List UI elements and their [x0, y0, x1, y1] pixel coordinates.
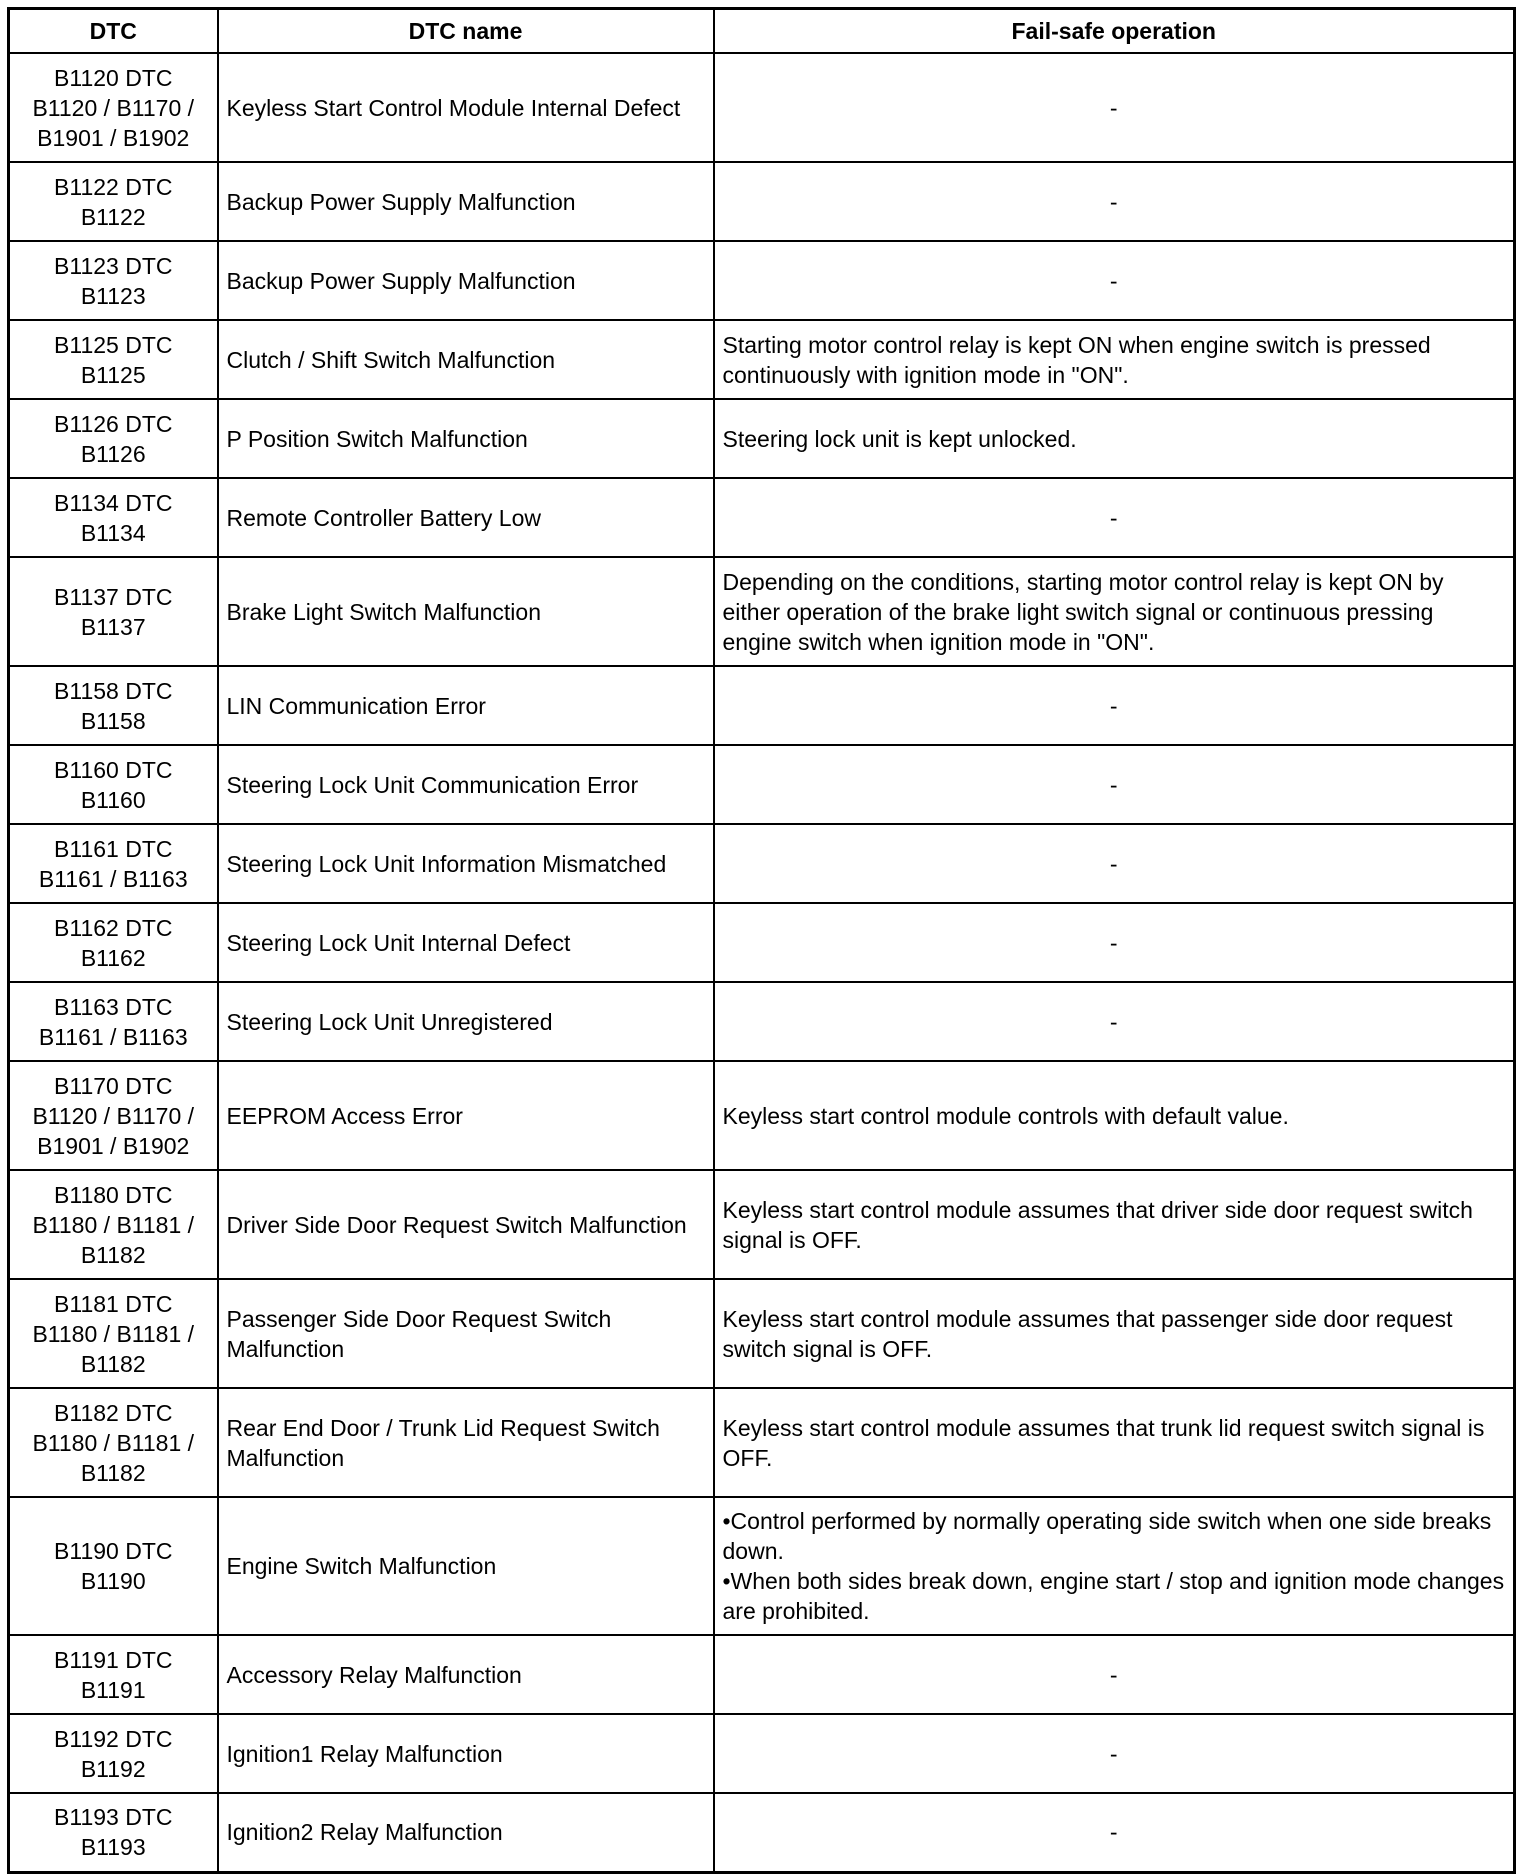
fail-safe-cell: [714, 982, 1515, 1061]
fail-safe-cell: [714, 53, 1515, 162]
fail-safe-cell: [714, 1388, 1515, 1497]
fail-safe-text: •When both sides break down, engine start / stop and ignition mode changes are prohibited.: [722, 1568, 1505, 1624]
fail-safe-cell: [714, 1714, 1515, 1793]
fail-safe-text: -: [1109, 94, 1118, 121]
table-row: [9, 903, 1515, 982]
fail-safe-text: Keyless start control module assumes that trunk lid request switch signal is OFF.: [722, 1414, 1485, 1471]
dtc-name-cell: Backup Power Supply Malfunction: [218, 162, 714, 241]
dtc-name-cell: Steering Lock Unit Unregistered: [218, 982, 714, 1061]
dtc-code-cell: B1170 DTC B1120 / B1170 / B1901 / B1902: [9, 1061, 218, 1170]
dtc-name-cell: Ignition2 Relay Malfunction: [218, 1793, 714, 1872]
table-row: [9, 1388, 1515, 1497]
dtc-code-cell: B1125 DTC B1125: [9, 320, 218, 399]
fail-safe-text: Depending on the conditions, starting motor control relay is kept ON by either operation of the brake light switch signal or continuous pressing engine switch when ignition mode in "ON".: [722, 568, 1444, 655]
fail-safe-text: -: [1109, 1819, 1118, 1846]
table-row: [9, 824, 1515, 903]
dtc-name-cell: Rear End Door / Trunk Lid Request Switch Malfunction: [218, 1388, 714, 1497]
dtc-name-cell: Backup Power Supply Malfunction: [218, 241, 714, 320]
fail-safe-text: -: [1109, 267, 1118, 294]
fail-safe-cell: [714, 557, 1515, 666]
dtc-name-cell: P Position Switch Malfunction: [218, 399, 714, 478]
table-row: [9, 666, 1515, 745]
table-row: [9, 745, 1515, 824]
fail-safe-text: Starting motor control relay is kept ON when engine switch is pressed continuously with ignition mode in "ON".: [722, 331, 1431, 388]
fail-safe-text: Steering lock unit is kept unlocked.: [722, 425, 1077, 452]
table-row: [9, 1497, 1515, 1635]
fail-safe-text: -: [1109, 929, 1118, 956]
table-row: [9, 1061, 1515, 1170]
dtc-code-cell: B1181 DTC B1180 / B1181 / B1182: [9, 1279, 218, 1388]
fail-safe-cell: [714, 1061, 1515, 1170]
header-dtc: DTC: [9, 9, 218, 54]
dtc-code-cell: B1134 DTC B1134: [9, 478, 218, 557]
fail-safe-text: Keyless start control module assumes that passenger side door request switch signal is OFF.: [722, 1305, 1453, 1362]
dtc-name-cell: Ignition1 Relay Malfunction: [218, 1714, 714, 1793]
dtc-name-cell: EEPROM Access Error: [218, 1061, 714, 1170]
dtc-name-cell: Steering Lock Unit Internal Defect: [218, 903, 714, 982]
dtc-name-cell: Driver Side Door Request Switch Malfunction: [218, 1170, 714, 1279]
dtc-name-cell: Brake Light Switch Malfunction: [218, 557, 714, 666]
fail-safe-cell: [714, 1635, 1515, 1714]
fail-safe-cell: [714, 745, 1515, 824]
table-row: [9, 320, 1515, 399]
table-row: [9, 478, 1515, 557]
fail-safe-cell: [714, 1170, 1515, 1279]
dtc-code-cell: B1192 DTC B1192: [9, 1714, 218, 1793]
dtc-code-cell: B1123 DTC B1123: [9, 241, 218, 320]
fail-safe-text: -: [1109, 692, 1118, 719]
table-row: [9, 1793, 1515, 1872]
fail-safe-text: -: [1109, 188, 1118, 215]
header-fail-safe: Fail-safe operation: [714, 9, 1515, 54]
dtc-code-cell: B1158 DTC B1158: [9, 666, 218, 745]
dtc-code-cell: B1122 DTC B1122: [9, 162, 218, 241]
dtc-name-cell: Steering Lock Unit Information Mismatched: [218, 824, 714, 903]
header-dtc-name: DTC name: [218, 9, 714, 54]
dtc-code-cell: B1126 DTC B1126: [9, 399, 218, 478]
table-row: [9, 557, 1515, 666]
dtc-name-cell: Steering Lock Unit Communication Error: [218, 745, 714, 824]
dtc-code-cell: B1162 DTC B1162: [9, 903, 218, 982]
fail-safe-text: •Control performed by normally operating side switch when one side breaks down.: [722, 1508, 1492, 1564]
table-body: [9, 53, 1515, 1872]
table-row: [9, 241, 1515, 320]
fail-safe-cell: [714, 162, 1515, 241]
table-row: [9, 162, 1515, 241]
table-header-row: [9, 9, 1515, 54]
table-row: [9, 1279, 1515, 1388]
dtc-name-cell: LIN Communication Error: [218, 666, 714, 745]
dtc-table: [7, 7, 1516, 1874]
dtc-name-cell: Accessory Relay Malfunction: [218, 1635, 714, 1714]
dtc-table-container: [7, 7, 1513, 1874]
dtc-name-cell: Remote Controller Battery Low: [218, 478, 714, 557]
dtc-code-cell: B1160 DTC B1160: [9, 745, 218, 824]
fail-safe-cell: [714, 1793, 1515, 1872]
fail-safe-cell: [714, 824, 1515, 903]
fail-safe-text: Keyless start control module controls with default value.: [722, 1102, 1289, 1129]
fail-safe-text: -: [1109, 850, 1118, 877]
dtc-code-cell: B1120 DTC B1120 / B1170 / B1901 / B1902: [9, 53, 218, 162]
fail-safe-cell: [714, 903, 1515, 982]
dtc-code-cell: B1182 DTC B1180 / B1181 / B1182: [9, 1388, 218, 1497]
fail-safe-cell: [714, 320, 1515, 399]
fail-safe-cell: [714, 399, 1515, 478]
table-row: [9, 1170, 1515, 1279]
fail-safe-text: Keyless start control module assumes that driver side door request switch signal is OFF.: [722, 1196, 1473, 1253]
table-row: [9, 399, 1515, 478]
fail-safe-cell: [714, 1279, 1515, 1388]
fail-safe-text: -: [1109, 771, 1118, 798]
fail-safe-text: -: [1109, 1661, 1118, 1688]
dtc-code-cell: B1161 DTC B1161 / B1163: [9, 824, 218, 903]
dtc-name-cell: Passenger Side Door Request Switch Malfunction: [218, 1279, 714, 1388]
fail-safe-text: -: [1109, 1008, 1118, 1035]
fail-safe-cell: [714, 666, 1515, 745]
table-row: [9, 982, 1515, 1061]
dtc-code-cell: B1193 DTC B1193: [9, 1793, 218, 1872]
dtc-code-cell: B1137 DTC B1137: [9, 557, 218, 666]
dtc-code-cell: B1191 DTC B1191: [9, 1635, 218, 1714]
fail-safe-cell: [714, 1497, 1515, 1635]
dtc-name-cell: Clutch / Shift Switch Malfunction: [218, 320, 714, 399]
dtc-code-cell: B1180 DTC B1180 / B1181 / B1182: [9, 1170, 218, 1279]
fail-safe-text: -: [1109, 504, 1118, 531]
table-row: [9, 1714, 1515, 1793]
dtc-code-cell: B1163 DTC B1161 / B1163: [9, 982, 218, 1061]
fail-safe-text: -: [1109, 1740, 1118, 1767]
fail-safe-cell: [714, 478, 1515, 557]
dtc-name-cell: Keyless Start Control Module Internal Defect: [218, 53, 714, 162]
table-row: [9, 1635, 1515, 1714]
table-row: [9, 53, 1515, 162]
fail-safe-cell: [714, 241, 1515, 320]
dtc-name-cell: Engine Switch Malfunction: [218, 1497, 714, 1635]
dtc-code-cell: B1190 DTC B1190: [9, 1497, 218, 1635]
